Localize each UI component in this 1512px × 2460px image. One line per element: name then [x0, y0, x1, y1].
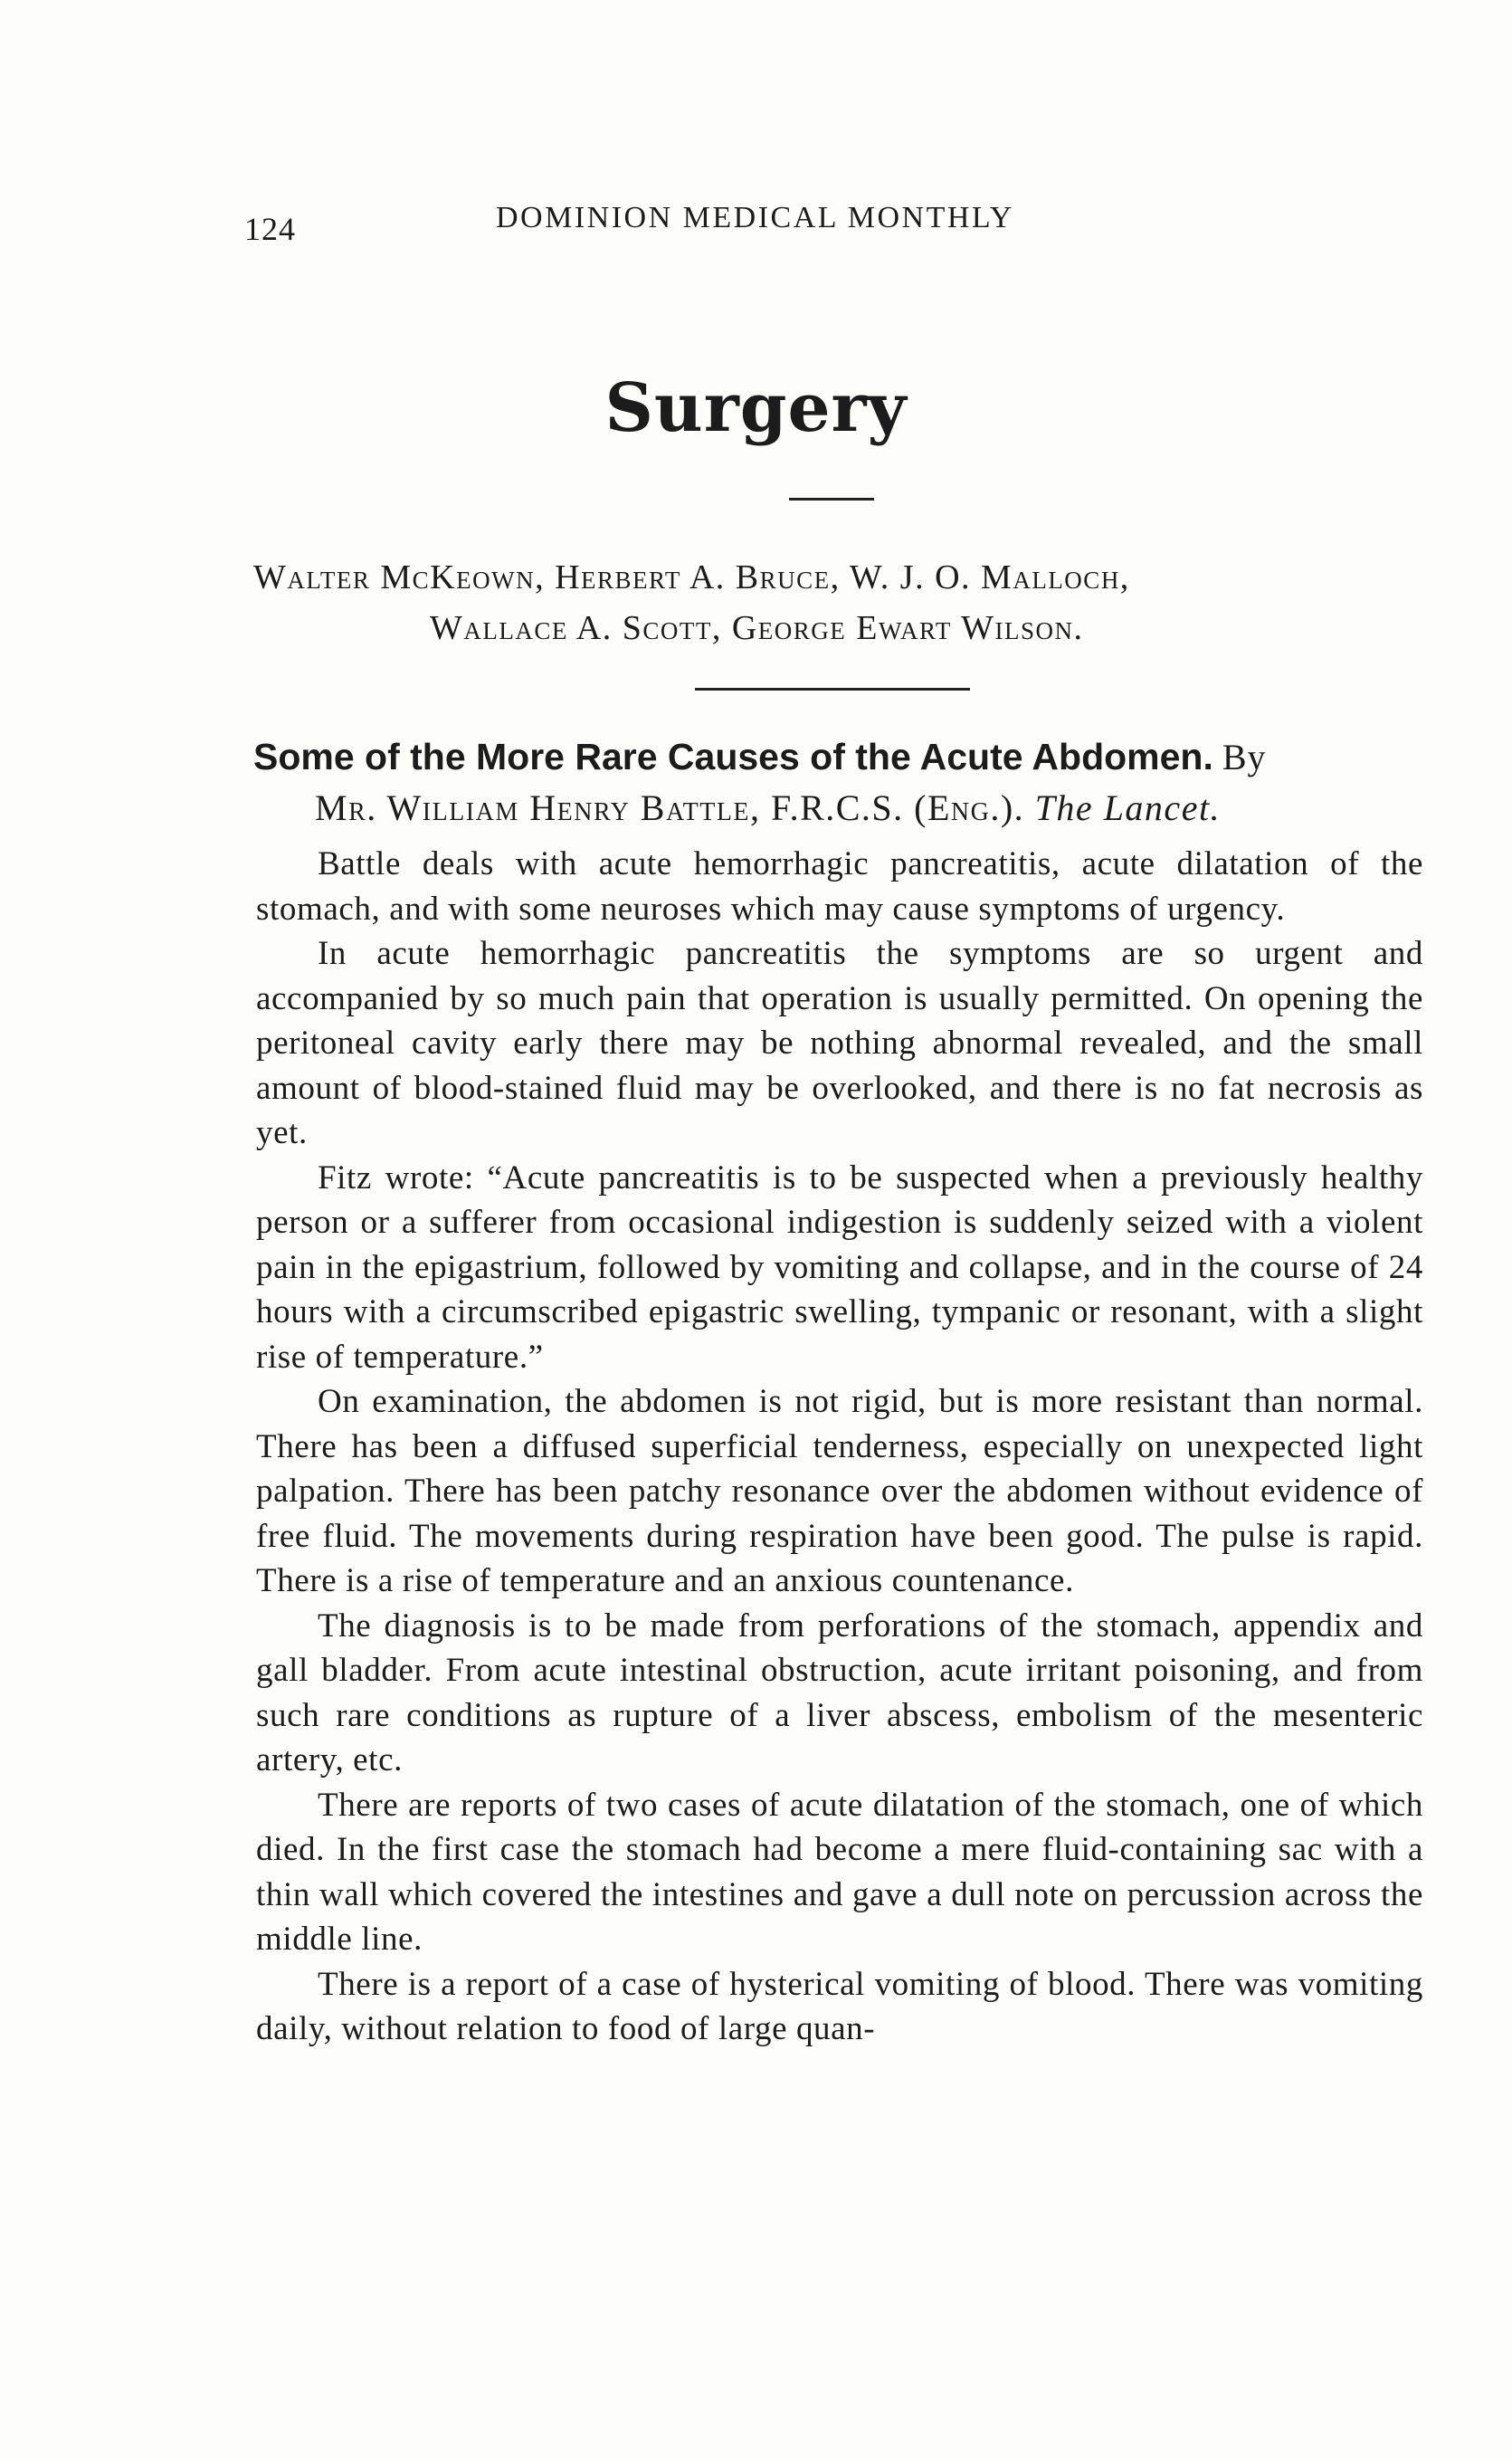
- section-divider: [789, 498, 874, 501]
- editors-divider: [695, 688, 970, 691]
- journal-title: DOMINION MEDICAL MONTHLY: [496, 201, 1014, 234]
- section-title: Surgery: [604, 369, 908, 447]
- article-source: The Lancet.: [1034, 787, 1222, 828]
- body-paragraph: There is a report of a case of hysterical vomiting of blood. There was vomiting daily, without relation to food of large quan-: [256, 1965, 1423, 2047]
- running-head: [244, 201, 1457, 255]
- body-paragraph: On examination, the abdomen is not rigid, but is more resistant than normal. There has been a diffused superficial tenderness, especially on unexpected light palpation. There has been patchy resonance over the abdomen without evidence of free fluid. The movements during respiration have been good. The pulse is rapid. There is a rise of temperature and an anxious countenance.: [256, 1383, 1423, 1599]
- body-paragraph: Fitz wrote: “Acute pancreatitis is to be suspected when a previously healthy person or a sufferer from occasional indigestion is suddenly seized with a violent pain in the epigastrium, followed by vomiting and collapse, and in the course of 24 hours with a circumscribed epigastric swelling, tympanic or resonant, with a slight rise of temperature.”: [256, 1158, 1423, 1376]
- article-author: Mr. William Henry Battle, F.R.C.S. (Eng.).: [315, 787, 1025, 828]
- article-heading: [253, 731, 1430, 834]
- body-paragraph: In acute hemorrhagic pancreatitis the symptoms are so urgent and accompanied by so much pain that operation is usually permitted. On opening the peritoneal cavity early there may be nothing abnormal revealed, and the small amount of blood-stained fluid may be overlooked, and there is no fat necrosis as yet.: [256, 935, 1423, 1151]
- body-paragraph: The diagnosis is to be made from perforations of the stomach, appendix and gall bladder. From acute intestinal obstruction, acute irritant poisoning, and from such rare conditions as rupture of a liver abscess, embolism of the mesenteric artery, etc.: [256, 1607, 1423, 1778]
- page-number: 124: [244, 211, 296, 247]
- article-byline: [253, 783, 1430, 834]
- body-paragraph: Battle deals with acute hemorrhagic pancreatitis, acute dilatation of the stomach, and with some neuroses which may cause symptoms of urgency.: [256, 845, 1423, 928]
- editors-line-1: Walter McKeown, Herbert A. Bruce, W. J. O. Malloch,: [253, 558, 1130, 596]
- editors-list: [253, 552, 1430, 653]
- article-body: [256, 842, 1423, 2052]
- article-title: Some of the More Rare Causes of the Acute Abdomen.: [253, 736, 1213, 777]
- article-by: By: [1222, 737, 1267, 777]
- body-paragraph: There are reports of two cases of acute dilatation of the stomach, one of which died. In the first case the stomach had become a mere fluid-containing sac with a thin wall which covered the intestines and gave a dull note on percussion across the middle line.: [256, 1786, 1423, 1958]
- editors-line-2: Wallace A. Scott, George Ewart Wilson.: [430, 609, 1084, 647]
